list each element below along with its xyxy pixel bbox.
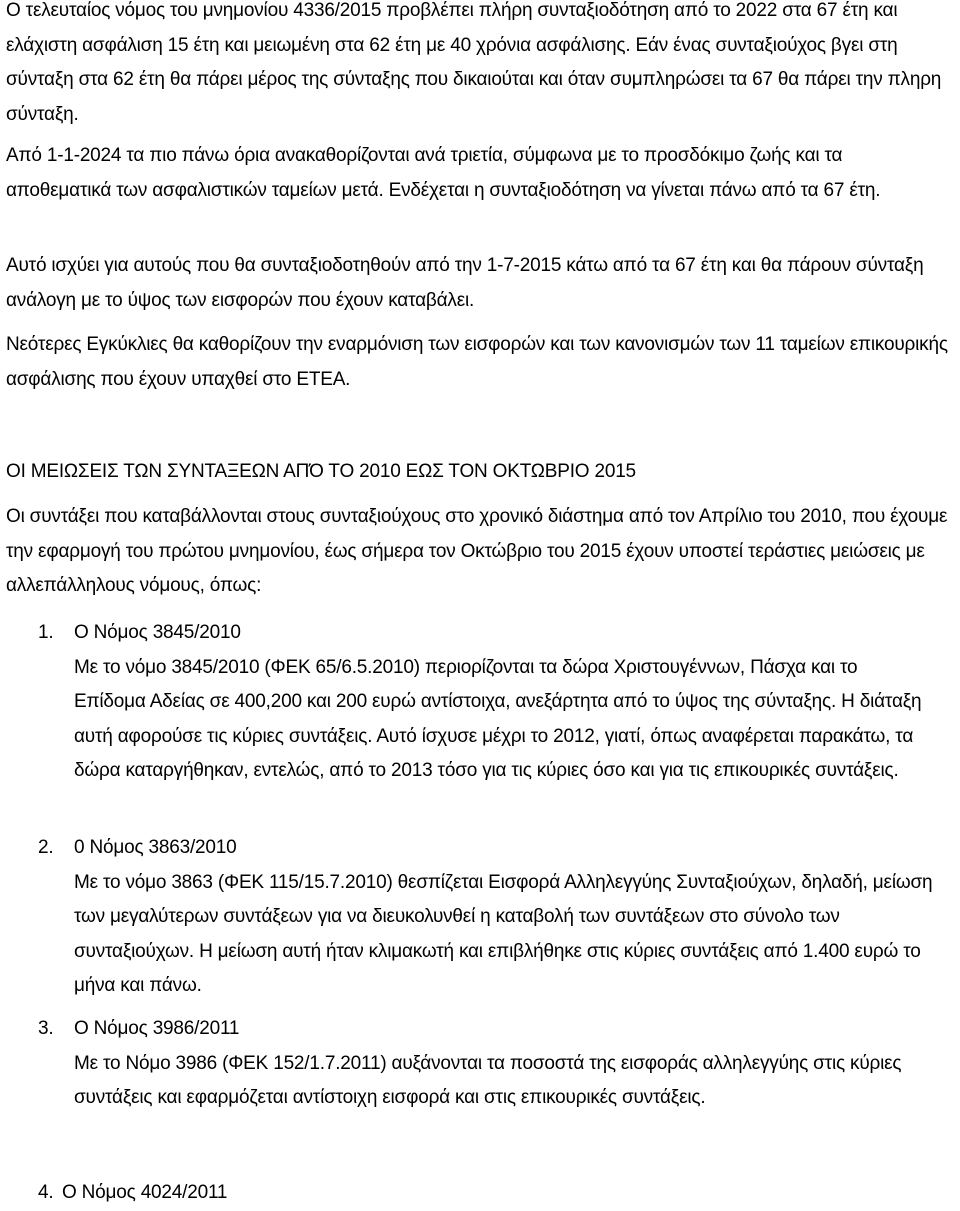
list-item-heading: Ο Νόμος 3845/2010 [74,622,241,643]
paragraph-limits-2024: Από 1-1-2024 τα πιο πάνω όρια ανακαθορίζονται ανά τριετία, σύμφωνα με το προσδόκιμο ζωής και τα αποθεματικά των ασφαλιστικών ταμείων μετά. Ενδέχεται η συνταξιοδότηση να γίνεται πάνω από τα 67 έτη. [6,145,881,201]
list-item-body: Με το νόμο 3845/2010 (ΦΕΚ 65/6.5.2010) περιορίζονται τα δώρα Χριστουγέννων, Πάσχα και το Επίδομα Αδείας σε 400,200 και 200 ευρώ αντίστοιχα, ανεξάρτητα από το ύψος της σύνταξης. Η διάταξη αυτή αφορούσε τις κύριες συντάξεις. Αυτό ίσχυσε μέχρι το 2012, γιατί, όπως αναφέρεται παρακάτω, τα δώρα καταργήθηκαν, εντελώς, από το 2013 τόσο για τις κύριες όσο και για τις επικουρικές συντάξεις. [74,656,922,781]
list-item-heading: Ο Νόμος 3986/2011 [74,1018,240,1039]
list-item-number: 1. [38,622,54,643]
list-item-body: Με το νόμο 3863 (ΦΕΚ 115/15.7.2010) θεσπίζεται Εισφορά Αλληλεγγύης Συνταξιούχων, δηλαδή, μείωση των μεγαλύτερων συντάξεων για να διευκολυνθεί η καταβολή των συντάξεων στο σύνολο των συνταξιούχων. Η μείωση αυτή ήταν κλιμακωτή και επιβλήθηκε στις κύριες συντάξεις από 1.400 ευρώ το μήνα και πάνω. [74,871,933,996]
paragraph-law-4336: Ο τελευταίος νόμος του μνημονίου 4336/2015 προβλέπει πλήρη συνταξιοδότηση από το 2022 στα 67 έτη και ελάχιστη ασφάλιση 15 έτη και μειωμένη στα 62 έτη με 40 χρόνια ασφάλισης. Εάν ένας συνταξιούχος βγει στη σύνταξη στα 62 έτη θα πάρει μέρος της σύνταξης που δικαιούται και όταν συμπληρώσει τα 67 θα πάρει την πληρη σύνταξη. [6,0,942,125]
list-item [6,1012,948,1116]
list-item-body: Με το Νόμο 3986 (ΦΕΚ 152/1.7.2011) αυξάνονται τα ποσοστά της εισφοράς αλληλεγγύης στις κύριες συντάξεις και εφαρμόζεται αντίστοιχη εισφορά και στις επικουρικές συντάξεις. [74,1052,902,1108]
list-item [6,1176,948,1211]
list-item-number: 4. [38,1182,54,1203]
list-item-number: 2. [38,837,54,858]
list-item-title [6,831,948,866]
section-heading: ΟΙ ΜΕΙΩΣΕΙΣ ΤΩΝ ΣΥΝΤΑΞΕΩΝ ΑΠΌ ΤΟ 2010 ΕΩΣ ΤΟΝ ΟΚΤΩΒΡΙΟ 2015 [6,461,636,482]
list-item-title [6,1176,948,1211]
section-intro: Οι συντάξει που καταβάλλονται στους συνταξιούχους στο χρονικό διάστημα από τον Απρίλιο του 2010, που έχουμε την εφαρμογή του πρώτου μνημονίου, έως σήμερα τον Οκτώβριο του 2015 έχουν υποστεί τεράστιες μειώσεις με αλλεπάλληλους νόμους, όπως: [6,506,948,596]
list-item-heading: Ο Νόμος 4024/2011 [62,1182,228,1203]
list-item-title [6,616,948,651]
list-item [6,831,948,1004]
list-item-title [6,1012,948,1047]
list-item-number: 3. [38,1018,54,1039]
paragraph-circulars-etea: Νεότερες Εγκύκλιες θα καθορίζουν την εναρμόνιση των εισφορών και των κανονισμών των 11 ταμείων επικουρικής ασφάλισης που έχουν υπαχθεί στο ΕΤΕΑ. [6,334,948,390]
list-item-heading: 0 Νόμος 3863/2010 [74,837,237,858]
list-item [6,616,948,789]
paragraph-applies-2015: Αυτό ισχύει για αυτούς που θα συνταξιοδοτηθούν από την 1-7-2015 κάτω από τα 67 έτη και θα πάρουν σύνταξη ανάλογη με το ύψος των εισφορών που έχουν καταβάλει. [6,255,924,311]
